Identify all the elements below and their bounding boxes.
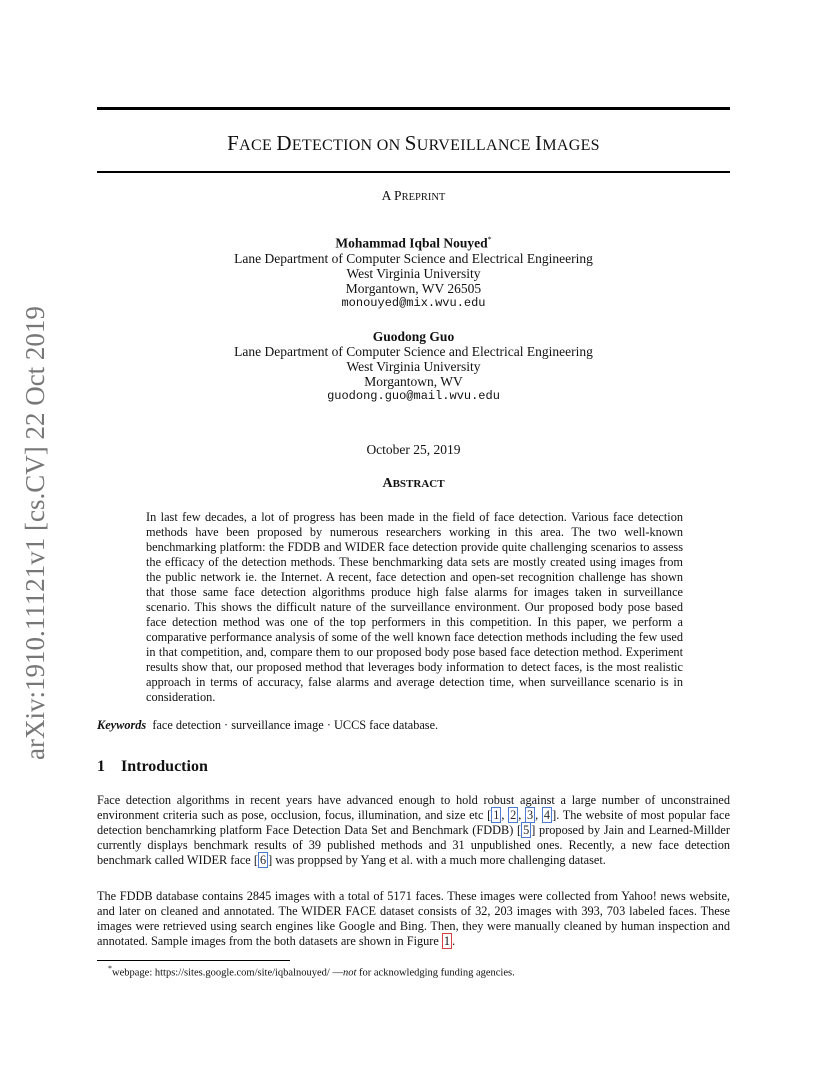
keywords-line <box>97 718 438 733</box>
title-top-rule <box>97 107 730 110</box>
intro-paragraph-1: Face detection algorithms in recent years have advanced enough to hold robust against a large number of unconstrained environment criteria such as pose, occlusion, focus, illumination, and size etc [ 1 , 2 , 3 , 4 ]. The website of most popular face detection benchamrking platform Face Detection Data Set and Benchmark (FDDB) [ 5 ] proposed by Jain and Learned-Millder currently displays benchmark results of 39 published methods and 31 unpublished ones. Recently, a new face detection benchmark called WIDER face [ 6 ] was proppsed by Yang et al. with a much more challenging dataset. <box>97 793 730 867</box>
author-city: Morgantown, WV <box>364 374 463 389</box>
author-email[interactable]: monouyed@mix.wvu.edu <box>341 295 486 310</box>
intro-paragraph-2: The FDDB database contains 2845 images with a total of 5171 faces. These images were collected from Yahoo! news website, and later on cleaned and annotated. The WIDER FACE dataset consists of 32, 203 images with 393, 703 labeled faces. These images were retrieved using search engines like Google and Bing. Then, they were manually cleaned by human inspection and annotated. Sample images from the both datasets are shown in Figure 1 . <box>97 889 730 948</box>
author-university: West Virginia University <box>346 265 481 281</box>
citation-link[interactable]: 5 <box>523 823 530 837</box>
abstract-body: In last few decades, a lot of progress has been made in the field of face detection. Various face detection methods have been proposed by numerous researchers working in this area. The two well-known benchmarking platform: the FDDB and WIDER face detection provide quite challenging scenarios to assess the efficacy of the detection methods. These benchmarking data sets are mostly created using images from the public network ie. the Internet. A recent, face detection and open-set recognition challenge has shown that those same face detection algorithms produce high false alarms for images taken in surveillance scenario. This shows the difficult nature of the surveillance environment. Our proposed body pose based face detection method was one of the top performers in this competition. In this paper, we perform a comparative performance analysis of some of the well known face detection methods including the few used in that competition, and, compare them to our proposed body pose based face detection method. Experiment results show that, our proposed method that leverages body information to detect faces, is the most realistic approach in terms of accuracy, false alarms and average detection time, when surveillance scenario is in consideration. <box>146 510 683 704</box>
footnote: *webpage: https://sites.google.com/site/iqbalnouyed/ —not for acknowledging funding agencies. <box>108 964 515 979</box>
arxiv-sidebar-stamp: arXiv:1910.11121v1 [cs.CV] 22 Oct 2019 <box>20 306 50 760</box>
author-city: Morgantown, WV 26505 <box>345 280 482 296</box>
author-block-1 <box>97 232 730 311</box>
author-name: Guodong Guo <box>372 329 455 344</box>
author-department: Lane Department of Computer Science and Electrical Engineering <box>234 344 593 359</box>
author-email[interactable]: guodong.guo@mail.wvu.edu <box>327 389 500 403</box>
keywords-text: face detection · surveillance image · UCCS face database. <box>152 718 439 732</box>
abstract-heading: ABSTRACT <box>382 476 445 491</box>
author-department: Lane Department of Computer Science and Electrical Engineering <box>234 250 593 266</box>
preprint-label: A PREPRINT <box>381 188 446 203</box>
citation-link[interactable]: 4 <box>543 808 551 822</box>
paper-title: FACE DETECTION ON SURVEILLANCE IMAGES <box>227 131 600 155</box>
citation-link[interactable]: 1 <box>493 808 500 822</box>
author-name: Mohammad Iqbal Nouyed* <box>335 235 492 251</box>
title-bottom-rule <box>97 171 730 173</box>
keywords-label: Keywords <box>97 718 147 732</box>
citation-link[interactable]: 6 <box>259 853 267 867</box>
paper-date: October 25, 2019 <box>366 442 461 457</box>
footnote-rule <box>97 960 290 961</box>
section-heading: 1 Introduction <box>97 758 208 775</box>
author-university: West Virginia University <box>346 359 481 374</box>
citation-link[interactable]: 2 <box>510 808 517 822</box>
figure-reference-link[interactable]: 1 <box>443 934 451 948</box>
citation-link[interactable]: 3 <box>527 808 534 822</box>
author-block-2 <box>97 329 730 404</box>
